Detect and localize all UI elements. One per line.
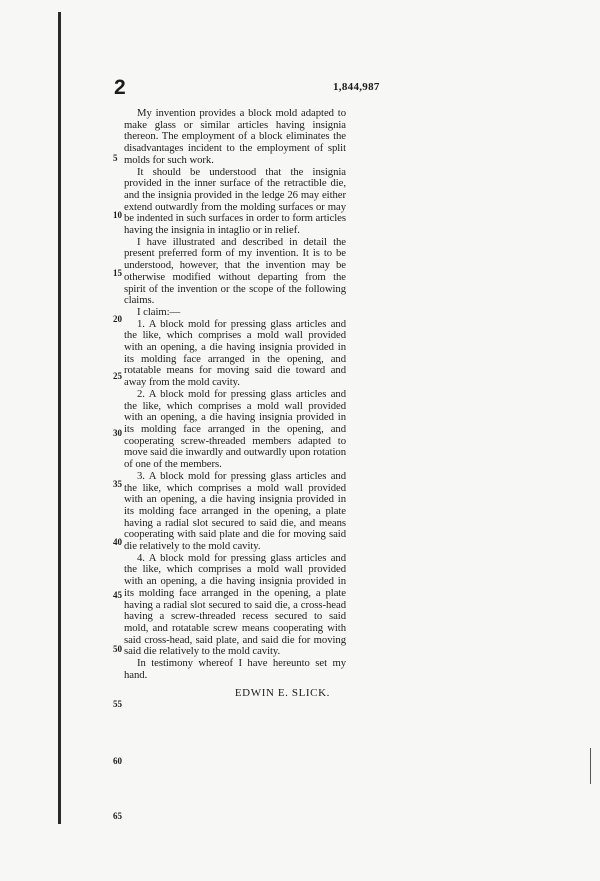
claim-1: 1. A block mold for pressing glass articles and the like, which comprises a mold wall provided with an opening, a die having insignia provided in its molding face arranged in the opening, and rotatable means for moving said die toward and away from the mold cavity. xyxy=(124,317,346,389)
patent-number: 1,844,987 xyxy=(333,81,380,93)
line-number: 45 xyxy=(113,590,122,600)
claim-2: 2. A block mold for pressing glass articles and the like, which comprises a mold wall provided with an opening, a die having insignia provided in its molding face arranged in the opening, and cooperating screw-threaded members adapted to move said die inwardly and outwardly upon rotation of one of the members. xyxy=(124,387,346,471)
paragraph-invention-summary: My invention provides a block mold adapted to make glass or similar articles having insignia thereon. The employment of a block eliminates the disadvantages incident to the employment of split molds for such work. xyxy=(124,107,346,166)
line-number: 15 xyxy=(113,268,122,278)
inventor-signature: EDWIN E. SLICK. xyxy=(234,687,330,700)
line-number: 10 xyxy=(113,210,122,220)
line-number: 65 xyxy=(113,811,122,821)
line-number: 5 xyxy=(113,153,118,163)
margin-mark xyxy=(590,748,591,784)
claim-4: 4. A block mold for pressing glass articles and the like, which comprises a mold wall provided with an opening, a die having insignia provided in its molding face arranged in the opening, a plate having a radial slot secured to said die, a cross-head having a screw-threaded recess secured to said mold, and rotatable screw means cooperating with said cross-head, said plate, and said die for moving said die relatively to the mold cavity. xyxy=(124,551,346,658)
line-number: 50 xyxy=(113,644,122,654)
line-number: 20 xyxy=(113,314,122,324)
line-number: 40 xyxy=(113,537,122,547)
testimony-line: In testimony whereof I have hereunto set my hand. xyxy=(124,657,346,681)
line-number: 55 xyxy=(113,699,122,709)
line-number: 30 xyxy=(113,428,122,438)
line-number: 25 xyxy=(113,371,122,381)
page-number: 2 xyxy=(114,76,126,99)
claims-heading: I claim:— xyxy=(137,305,181,318)
paragraph-insignia-note: It should be understood that the insignia provided in the inner surface of the retractible die, and the insignia provided in the ledge 26 may either extend outwardly from the molding surfaces or may be indented in such surfaces in order to form articles having the insignia in intaglio or in relief. xyxy=(124,165,346,237)
paragraph-modification-note: I have illustrated and described in detail the present preferred form of my invention. It is to be understood, however, that the invention may be otherwise modified without departing from the spirit of the invention or the scope of the following claims. xyxy=(124,235,346,307)
line-number: 35 xyxy=(113,479,122,489)
line-number-gutter xyxy=(0,0,124,881)
claim-3: 3. A block mold for pressing glass articles and the like, which comprises a mold wall provided with an opening, a die having insignia provided in its molding face arranged in the opening, a plate having a radial slot secured to said die, and means cooperating with said plate and die for moving said die relatively to the mold cavity. xyxy=(124,469,346,553)
text-column xyxy=(124,108,346,699)
line-number: 60 xyxy=(113,756,122,766)
